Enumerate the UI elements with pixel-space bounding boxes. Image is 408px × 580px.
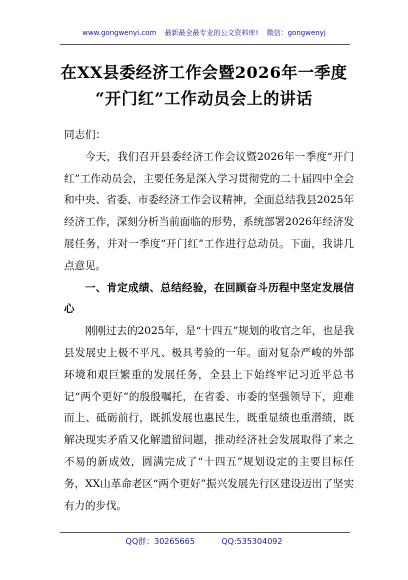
- paragraph: 今天，我们召开县委经济工作会议暨2026年一季度“开门红”工作动员会，主要任务是深入学习贯彻党的二十届四中全会和中央、省委、市委经济工作会议精神，全面总结我县2025年经济工作，深刻分析当前面临的形势，系统部署2026年经济发展任务，并对一季度“开门红”工作进行总动员。下面，我讲几点意见。: [64, 150, 354, 272]
- document-title-line1: 在XX县委经济工作会暨2026年一季度: [60, 63, 348, 82]
- document-body: [64, 125, 354, 517]
- page-footer: [0, 536, 408, 547]
- footer-divider: [60, 532, 350, 533]
- salutation: 同志们：: [64, 129, 106, 141]
- header-wechat: 微信：gongwenyj: [266, 29, 326, 37]
- page-header: [0, 28, 408, 38]
- header-divider: [60, 44, 350, 45]
- header-slogan: 最新最全最专业的公文资料库!: [164, 29, 259, 37]
- paragraph: 刚刚过去的2025年，是“十四五”规划的收官之年，也是我县发展史上极不平凡、极具考验的一年。面对复杂严峻的外部环境和艰巨繁重的发展任务，全县上下始终牢记习近平总书记“两个更好”的殷殷嘱托，在省委、市委的坚强领导下，迎难而上、砥砺前行，既抓发展也惠民生，既重显绩也重潜绩，既解决现实矛盾又化解遗留问题，推动经济社会发展取得了来之不易的新成效，圆满完成了“十四五”规划设定的主要目标任务，XX山革命老区“两个更好”振兴发展先行区建设迈出了坚实有力的步伐。: [64, 325, 354, 512]
- footer-qq: QQ:535304092: [221, 537, 283, 546]
- document-title-line2: “开门红”工作动员会上的讲话: [95, 89, 313, 108]
- section-heading: 一、肯定成绩、总结经验，在回顾奋斗历程中坚定发展信心: [64, 281, 354, 316]
- header-site: www.gongwenyi.com: [82, 29, 157, 37]
- footer-qq-group: QQ群：30265665: [125, 537, 195, 546]
